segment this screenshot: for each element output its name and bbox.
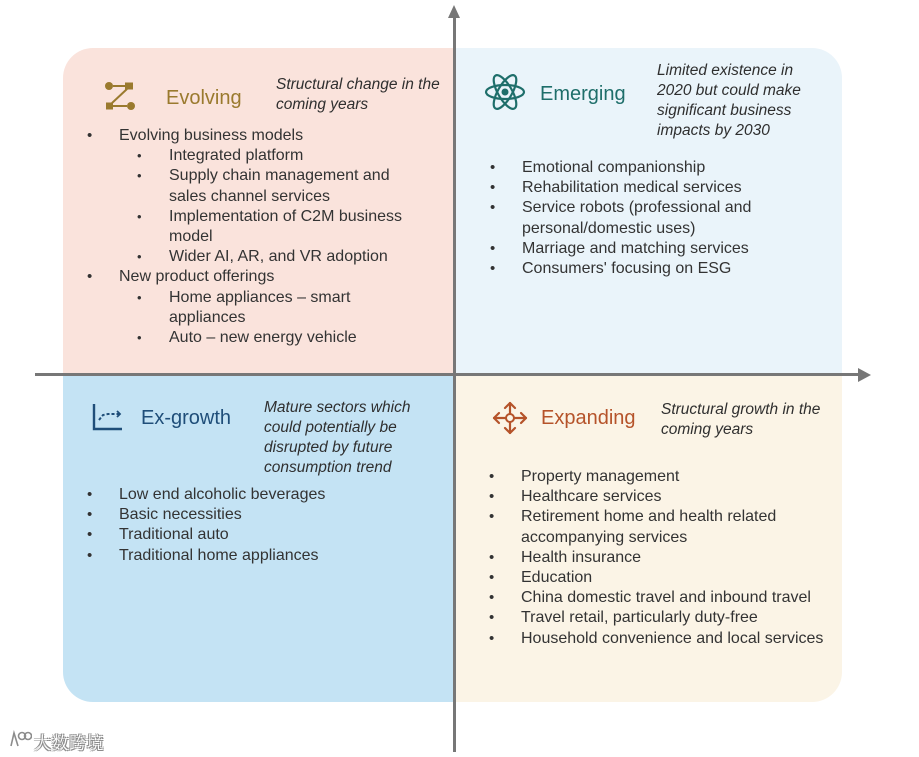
evolving-list (85, 126, 430, 348)
list-item: • Low end alcoholic beverages (85, 485, 430, 505)
ex-growth-description: Mature sectors which could potentially be disrupted by future consumption trend (264, 399, 411, 476)
expanding-title: Expanding (541, 407, 636, 429)
sub-list-item: • Integrated platform (85, 146, 430, 166)
list-item: • Retirement home and health related accompanying services (487, 507, 839, 547)
list-item: • Marriage and matching services (488, 239, 833, 259)
flat-trend-chart-icon (91, 402, 125, 432)
list-item: • Household convenience and local services (487, 629, 839, 649)
list-item: • Health insurance (487, 548, 839, 568)
horizontal-axis-arrow-icon (858, 368, 871, 382)
vertical-axis-arrow-icon (448, 5, 460, 18)
vertical-axis (453, 15, 456, 752)
list-item: • Rehabilitation medical services (488, 178, 833, 198)
expand-arrows-icon (491, 400, 529, 436)
list-item: • Emotional companionship (488, 158, 833, 178)
list-item: • Education (487, 568, 839, 588)
evolving-description: Structural change in the coming years (276, 76, 440, 113)
list-item: • China domestic travel and inbound travel (487, 588, 839, 608)
emerging-list (488, 158, 833, 279)
list-item: • Basic necessities (85, 505, 430, 525)
list-item: • Travel retail, particularly duty-free (487, 608, 839, 628)
evolving-title: Evolving (166, 87, 242, 109)
list-item: • Property management (487, 467, 839, 487)
expanding-description: Structural growth in the coming years (661, 401, 821, 438)
sub-list-item: • Auto – new energy vehicle (85, 328, 430, 348)
sub-list-item: • Wider AI, AR, and VR adoption (85, 247, 430, 267)
watermark (8, 726, 122, 752)
emerging-title: Emerging (540, 83, 626, 105)
sub-list-item: • Home appliances – smart appliances (85, 288, 430, 328)
emerging-description: Limited existence in 2020 but could make significant business impacts by 2030 (657, 62, 801, 139)
watermark-text: 大数跨境 (34, 734, 104, 753)
list-item: • Consumers' focusing on ESG (488, 259, 833, 279)
list-item: • Evolving business models (85, 126, 430, 146)
ex-growth-title: Ex-growth (141, 407, 232, 429)
list-item: • Service robots (professional and personal/domestic uses) (488, 198, 833, 238)
horizontal-axis (35, 373, 860, 376)
watermark-logo-icon (8, 728, 32, 750)
list-item: • Healthcare services (487, 487, 839, 507)
list-item: • Traditional home appliances (85, 546, 430, 566)
list-item: • New product offerings (85, 267, 430, 287)
atom-icon (484, 72, 526, 112)
sub-list-item: • Implementation of C2M business model (85, 207, 430, 247)
expanding-list (487, 467, 839, 649)
sub-list-item: • Supply chain management and sales channel services (85, 166, 430, 206)
list-item: • Traditional auto (85, 525, 430, 545)
nodes-connector-icon (104, 80, 136, 112)
ex-growth-list (85, 485, 430, 566)
